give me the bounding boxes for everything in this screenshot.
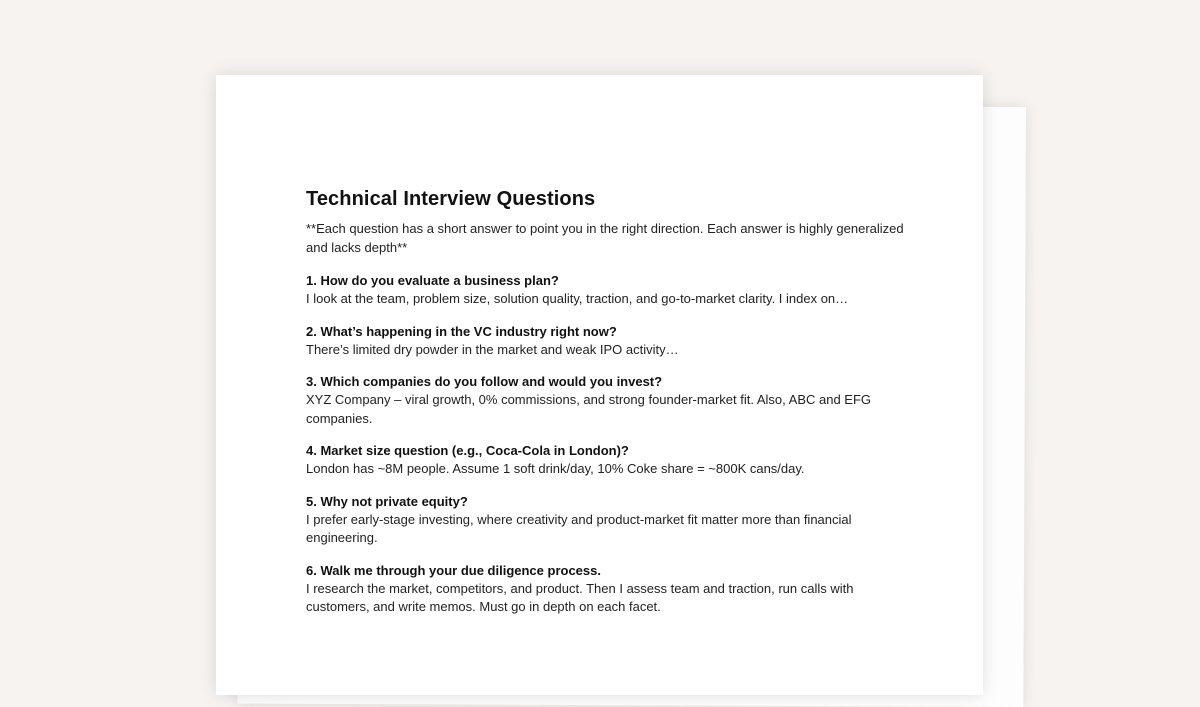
document-intro: **Each question has a short answer to point you in the right direction. Each answer is highly generalized and lacks depth** [306,221,904,255]
question-text: 1. How do you evaluate a business plan? [306,273,559,288]
question-text: 3. Which companies do you follow and would you invest? [306,374,663,389]
answer-text: There’s limited dry powder in the market and weak IPO activity… [306,341,679,357]
answer-text: I look at the team, problem size, solution quality, traction, and go-to-market clarity. I index on… [306,291,849,306]
question-text: 6. Walk me through your due diligence process. [306,562,601,578]
answer-text: I research the market, competitors, and product. Then I assess team and traction, run calls with customers, and write memos. Must go in depth on each facet. [306,580,854,614]
qa-item [306,373,906,428]
question-text: 2. What’s happening in the VC industry right now? [306,323,617,339]
qa-item [306,272,906,309]
question-text: 4. Market size question (e.g., Coca-Cola in London)? [306,443,629,458]
answer-text: London has ~8M people. Assume 1 soft drink/day, 10% Coke share = ~800K cans/day. [306,461,805,476]
question-text: 5. Why not private equity? [306,493,468,509]
answer-text: XYZ Company – viral growth, 0% commissions, and strong founder-market fit. Also, ABC and EFG companies. [306,392,872,426]
qa-item [306,562,906,617]
qa-item [306,442,906,479]
document-content [306,188,906,631]
qa-item [306,323,906,360]
qa-item [306,493,906,548]
document-title: Technical Interview Questions [306,188,596,210]
document-page [216,75,983,695]
answer-text: I prefer early-stage investing, where creativity and product-market fit matter more than financial engineering. [306,511,852,545]
